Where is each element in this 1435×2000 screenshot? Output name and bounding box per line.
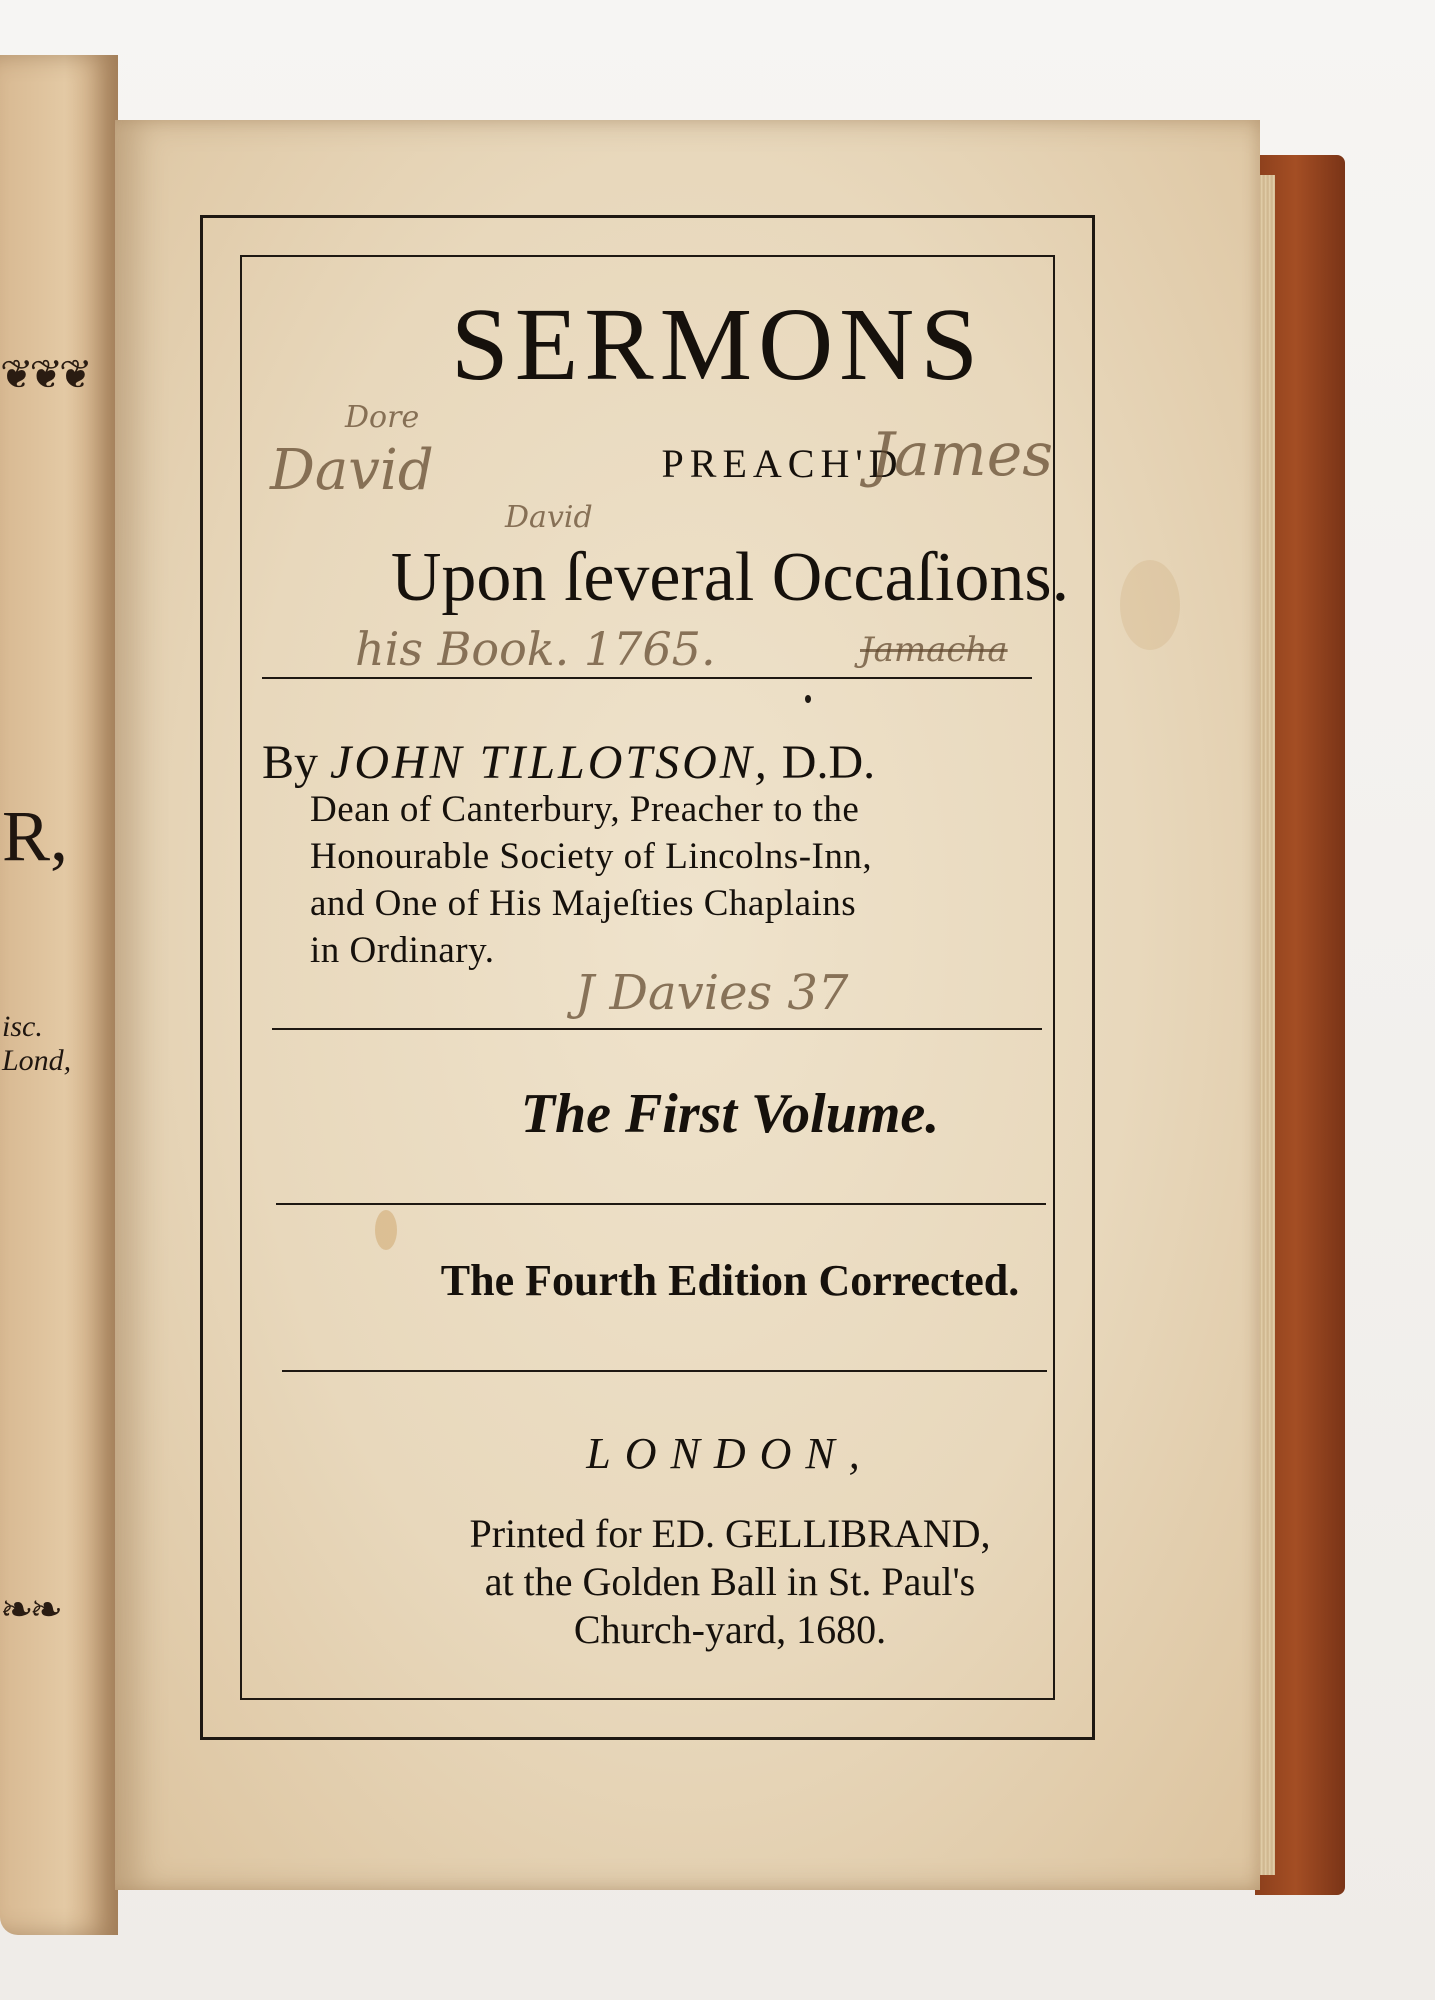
ornament-icon: ❦❦❦ (0, 352, 89, 398)
inscription-name-left: David (270, 438, 434, 503)
inscription-name-middle: David (505, 500, 593, 535)
left-page-fragment-letter: R, (2, 796, 69, 876)
book-title: SERMONS (450, 287, 985, 402)
inscription-signature: J Davies 37 (575, 965, 849, 1021)
inscription-ownership: his Book. 1765. (355, 622, 716, 676)
imprint-line: Church-yard, 1680. (573, 1607, 887, 1652)
imprint-line: Printed for ED. GELLIBRAND, (469, 1511, 991, 1556)
author-description-line: and One of His Majeſties Chaplains (310, 883, 857, 924)
divider-rule (276, 1203, 1046, 1205)
volume-line: The First Volume. (520, 1083, 940, 1145)
book-subtitle: PREACH'D (661, 441, 904, 486)
divider-rule (272, 1028, 1042, 1030)
edition-line: The Fourth Edition Corrected. (440, 1256, 1020, 1305)
ornament-icon: ❧❧ (0, 1587, 60, 1633)
author-line (262, 735, 875, 790)
divider-rule (262, 677, 1032, 679)
book-occasions-line: Upon ſeveral Occaſions. (390, 539, 1070, 616)
author-description-line: Dean of Canterbury, Preacher to the (310, 789, 860, 830)
divider-rule (282, 1370, 1047, 1372)
author-description-line: in Ordinary. (310, 930, 495, 971)
by-label: By (262, 736, 319, 789)
ink-speck (805, 695, 811, 703)
left-page-fragment-imprint: isc. Lond, (2, 1010, 72, 1077)
inscription-name-right: James (870, 420, 1054, 490)
author-degree: D.D. (781, 736, 876, 789)
author-description-line: Honourable Society of Lincolns-Inn, (310, 836, 873, 877)
author-name: JOHN TILLOTSON, (330, 736, 770, 789)
inscription-struck-word: Jamacha (860, 630, 1008, 670)
inscription-above-name: Dore (345, 400, 420, 435)
imprint-line: at the Golden Ball in St. Paul's (484, 1559, 976, 1604)
imprint-city: LONDON, (586, 1429, 874, 1478)
